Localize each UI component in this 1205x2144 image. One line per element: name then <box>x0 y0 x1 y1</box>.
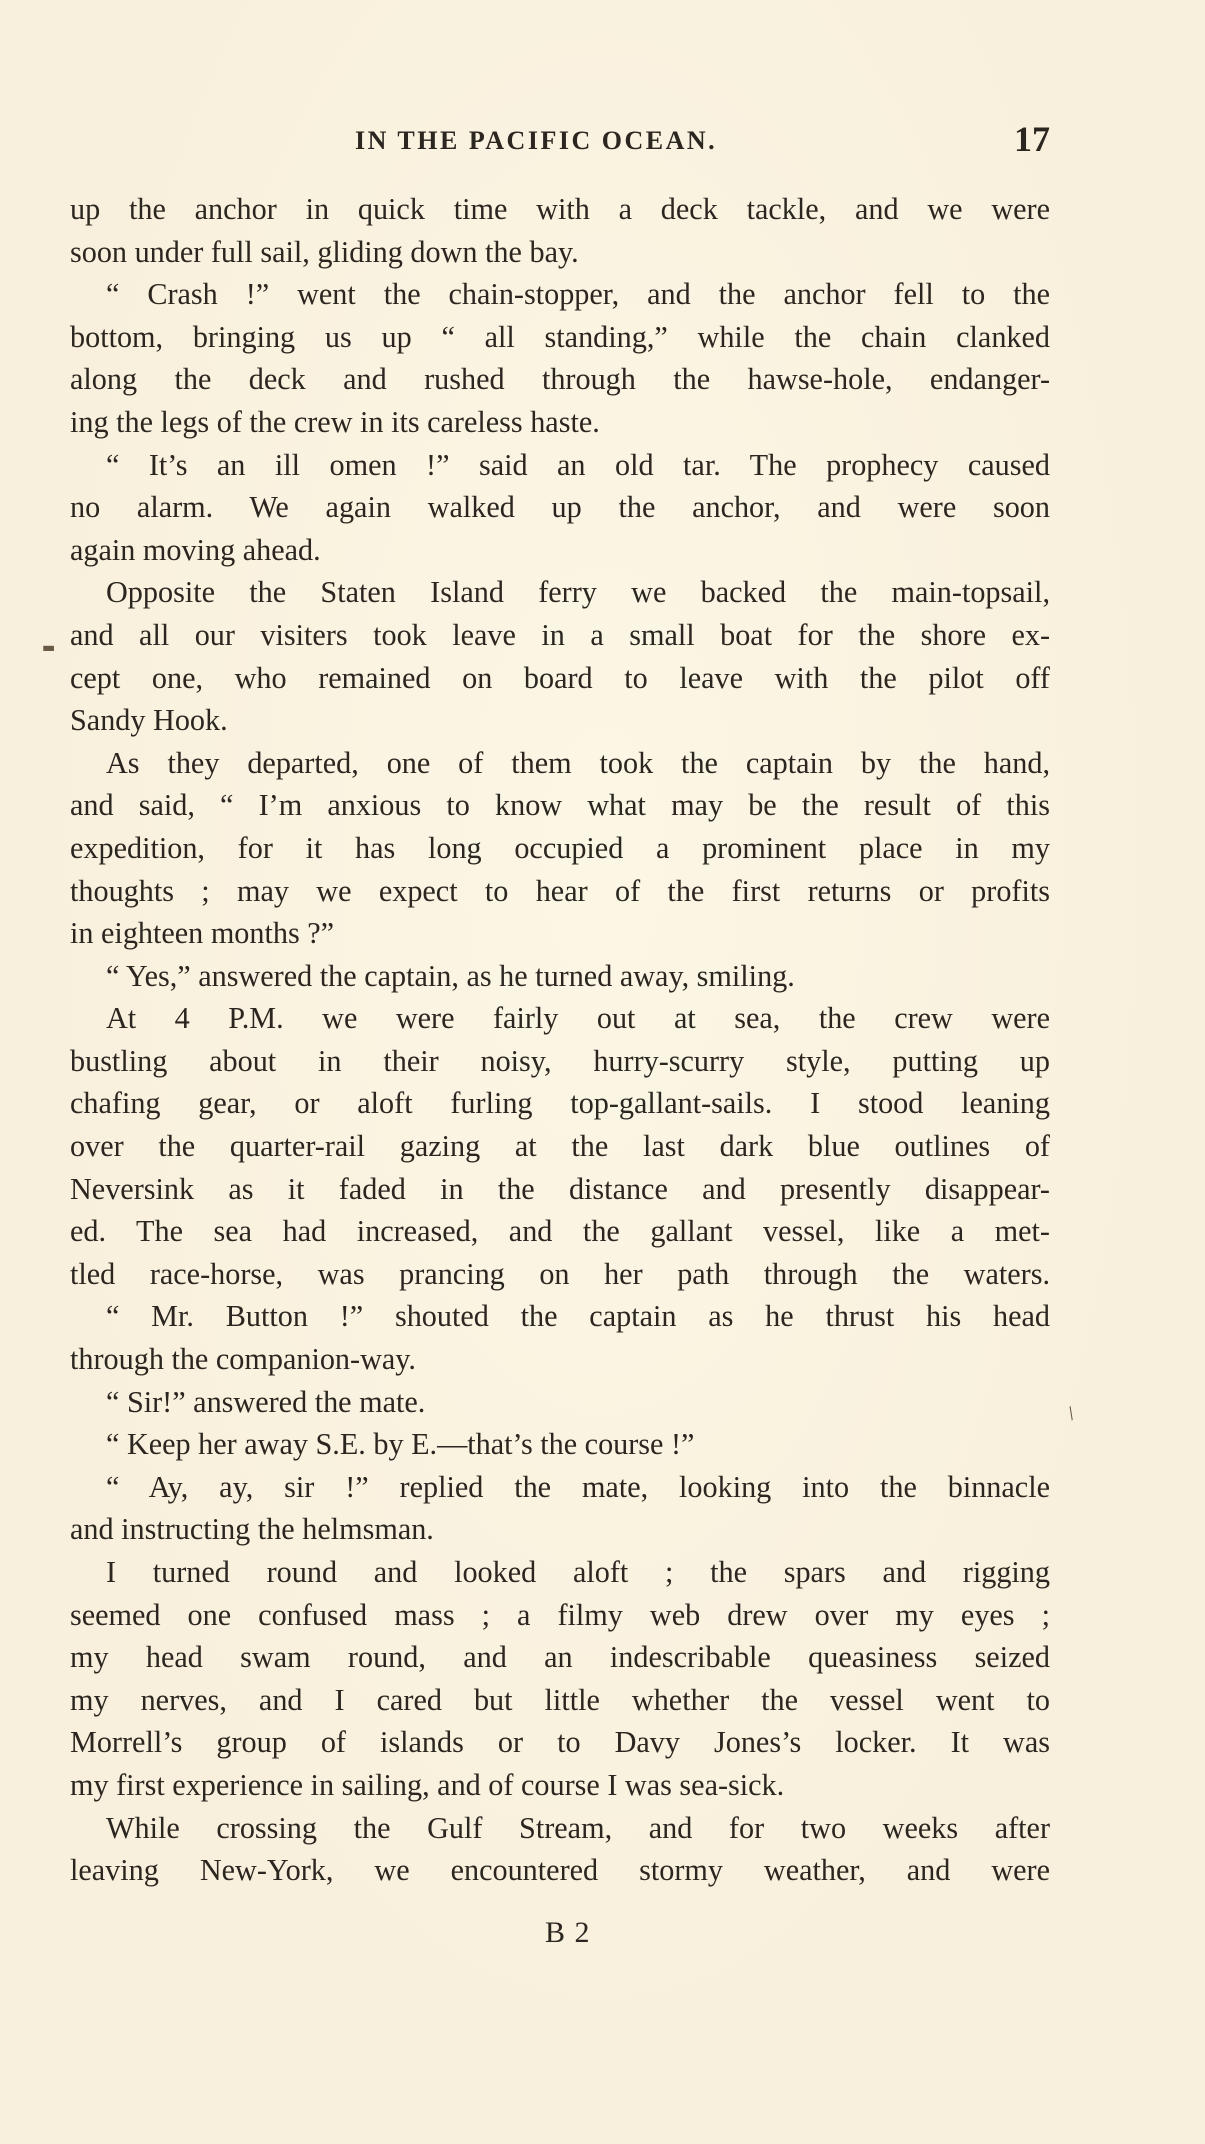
text-line: along the deck and rushed through the hawse-hole, endanger- <box>70 362 1050 397</box>
text-line: leaving New-York, we encountered stormy weather, and were <box>70 1853 1050 1888</box>
signature-mark: B 2 <box>545 1916 591 1949</box>
text-line: no alarm. We again walked up the anchor, and were soon <box>70 490 1050 525</box>
text-line: expedition, for it has long occupied a prominent place in my <box>70 830 1050 865</box>
margin-speck: ⁄ <box>1064 1405 1079 1422</box>
text-line: bustling about in their noisy, hurry-scurry style, putting up <box>70 1043 1050 1078</box>
text-line: “ Ay, ay, sir !” replied the mate, looking into the binnacle <box>106 1469 1050 1504</box>
text-line: “ Sir!” answered the mate. <box>106 1384 426 1419</box>
page-number: 17 <box>1014 119 1050 159</box>
text-line: “ Yes,” answered the captain, as he turned away, smiling. <box>106 958 795 993</box>
text-line: thoughts ; may we expect to hear of the first returns or profits <box>70 873 1050 908</box>
text-line: in eighteen months ?” <box>70 916 335 951</box>
margin-speck: ▬ <box>42 640 56 656</box>
text-line: ed. The sea had increased, and the gallant vessel, like a met- <box>70 1214 1050 1249</box>
text-line: and said, “ I’m anxious to know what may be the result of this <box>70 788 1050 823</box>
text-line: my first experience in sailing, and of course I was sea-sick. <box>70 1767 785 1802</box>
text-line: chafing gear, or aloft furling top-gallant-sails. I stood leaning <box>70 1086 1050 1121</box>
text-line: At 4 P.M. we were fairly out at sea, the crew were <box>106 1001 1050 1036</box>
text-line: “ Mr. Button !” shouted the captain as he thrust his head <box>106 1299 1050 1334</box>
text-line: soon under full sail, gliding down the bay. <box>70 234 579 269</box>
text-line: Opposite the Staten Island ferry we backed the main-topsail, <box>106 575 1050 610</box>
text-line: seemed one confused mass ; a filmy web drew over my eyes ; <box>70 1597 1050 1632</box>
text-line: my head swam round, and an indescribable queasiness seized <box>70 1640 1050 1675</box>
body-text <box>70 188 1050 1892</box>
text-line: “ It’s an ill omen !” said an old tar. The prophecy caused <box>106 447 1050 482</box>
running-head-title: IN THE PACIFIC OCEAN. <box>355 126 718 155</box>
text-line: and instructing the helmsman. <box>70 1512 434 1547</box>
text-line: As they departed, one of them took the captain by the hand, <box>106 745 1050 780</box>
text-line: ing the legs of the crew in its careless haste. <box>70 404 600 439</box>
text-line: Neversink as it faded in the distance and presently disappear- <box>70 1171 1050 1206</box>
text-line: cept one, who remained on board to leave with the pilot off <box>70 660 1050 695</box>
text-line: over the quarter-rail gazing at the last dark blue outlines of <box>70 1129 1050 1164</box>
text-line: and all our visiters took leave in a small boat for the shore ex- <box>70 617 1050 652</box>
text-line: through the companion-way. <box>70 1342 416 1377</box>
text-line: “ Crash !” went the chain-stopper, and the anchor fell to the <box>106 277 1050 312</box>
text-line: “ Keep her away S.E. by E.—that’s the course !” <box>106 1427 695 1462</box>
text-line: While crossing the Gulf Stream, and for two weeks after <box>106 1810 1050 1845</box>
text-line: Morrell’s group of islands or to Davy Jones’s locker. It was <box>70 1725 1050 1760</box>
text-line: my nerves, and I cared but little whether the vessel went to <box>70 1682 1050 1717</box>
text-line: Sandy Hook. <box>70 703 228 738</box>
text-line: tled race-horse, was prancing on her path through the waters. <box>70 1256 1050 1291</box>
text-line: again moving ahead. <box>70 532 321 567</box>
text-line: bottom, bringing us up “ all standing,” while the chain clanked <box>70 319 1050 354</box>
text-line: I turned round and looked aloft ; the spars and rigging <box>106 1555 1050 1589</box>
text-line: up the anchor in quick time with a deck tackle, and we were <box>70 192 1050 226</box>
running-head <box>70 118 1050 158</box>
